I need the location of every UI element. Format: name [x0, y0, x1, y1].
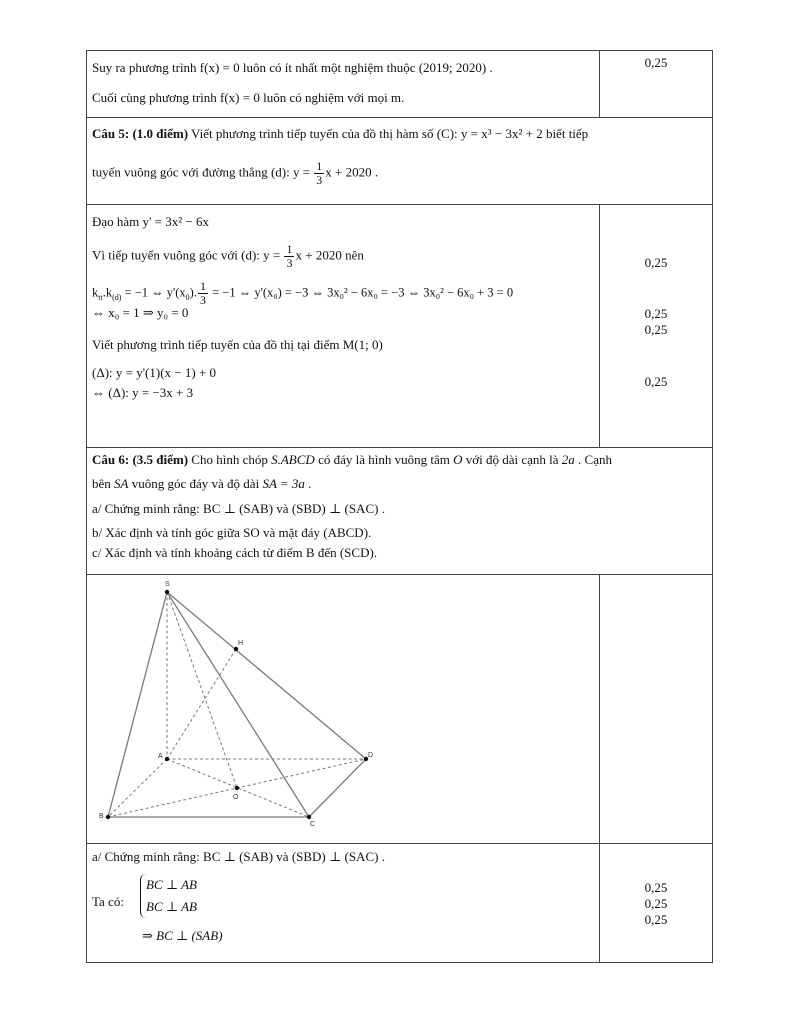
label-S: S	[165, 581, 170, 588]
label-O: O	[233, 794, 239, 801]
score: 0,25	[644, 912, 668, 927]
cau6-question-c: c/ Xác định và tính khoảng cách từ điểm B đến (SCD).	[92, 545, 378, 560]
point-C	[307, 815, 311, 819]
edge-CD	[309, 759, 366, 817]
point-O	[235, 786, 239, 790]
sol-line-3: $k_{tt}.k_{(d)} = -1$ ⇔ $y'(x_0)$. $\frac{1}{3}$ = −1 ⇔ y'(x₀) = −3 ⇔ 3x₀² − 6x₀ = −3 ⇔ 3x₀² − 6x₀ + 3 = 0	[92, 279, 514, 307]
point-S	[165, 590, 169, 594]
cau6-line-2: bên SA vuông góc đáy và độ dài SA = 3a .	[92, 476, 312, 491]
answer-table	[86, 50, 713, 963]
sol-line-7: ⇔ (Δ): y = −3x + 3	[92, 385, 194, 400]
point-H	[234, 647, 238, 651]
fraction: $\frac{1}{3}$	[316, 159, 323, 187]
sol-line-2: Vì tiếp tuyến vuông góc với (d): y = $\frac{1}{3}$ x + 2020 nên	[92, 242, 364, 270]
cau5-title: Câu 5: (1.0 điểm)	[92, 126, 189, 141]
score: 0,25	[644, 374, 668, 389]
label-B: B	[99, 813, 104, 820]
edge-SB	[108, 592, 167, 817]
label-A: A	[158, 753, 163, 760]
label-C: C	[310, 821, 316, 828]
row-figure	[87, 575, 713, 844]
cau6-title: Câu 6: (3.5 điểm)	[92, 452, 189, 467]
cau6-question-a: a/ Chứng minh rằng: BC ⊥ (SAB) và (SBD) ⊥ (SAC) .	[92, 501, 385, 516]
edge-SC	[167, 592, 309, 817]
cau6-question-b: b/ Xác định và tính góc giữa SO và mặt đáy (ABCD).	[92, 525, 372, 540]
edge-AB	[108, 759, 167, 817]
label-D: D	[368, 752, 374, 759]
fraction: $\frac{1}{3}$	[286, 242, 293, 270]
cau5-line-1	[92, 126, 712, 142]
system-brace: BC ⊥ AB BC ⊥ AB	[140, 874, 197, 918]
answer-sheet	[86, 50, 706, 963]
point-B	[106, 815, 110, 819]
score: 0,25	[644, 896, 668, 911]
row-cau5-solution	[87, 205, 713, 448]
score: 0,25	[644, 880, 668, 895]
fraction: $\frac{1}{3}$	[199, 279, 206, 307]
sol-line-6: (Δ): y = y'(1)(x − 1) + 0	[92, 365, 217, 380]
label-H: H	[238, 640, 244, 647]
score: 0,25	[644, 55, 668, 70]
cau6a-conclusion: ⇒ BC ⊥ (SAB)	[142, 928, 223, 943]
conclusion-line-1: Suy ra phương trình f(x) = 0 luôn có ít nhất một nghiệm thuộc (2019; 2020) .	[92, 60, 493, 75]
conclusion-line-2: Cuối cùng phương trình f(x) = 0 luôn có nghiệm với mọi m.	[92, 90, 405, 105]
sol-line-4: ⇔ x₀ = 1 ⇒ y₀ = 0	[92, 305, 189, 320]
cau5-line-2: tuyến vuông góc với đường thẳng (d): y = $\frac{1}{3}$ x + 2020 .	[92, 159, 379, 187]
score: 0,25	[644, 255, 668, 270]
point-A	[165, 757, 169, 761]
cau6-line-1: Câu 6: (3.5 điểm) Cho hình chóp S.ABCD có đáy là hình vuông tâm O với độ dài cạnh là 2a . Cạnh	[92, 452, 612, 467]
row-cau6-question	[87, 448, 713, 575]
taco-label: Ta có:	[92, 894, 124, 909]
cau6a-heading: a/ Chứng minh rằng: BC ⊥ (SAB) và (SBD) ⊥ (SAC) .	[92, 849, 385, 864]
row-conclusion	[87, 51, 713, 118]
row-cau6a-solution	[87, 844, 713, 963]
seg-AH	[167, 649, 236, 759]
sol-line-1: Đạo hàm y' = 3x² − 6x	[92, 214, 209, 229]
score: 0,25	[644, 306, 668, 321]
cau5-text-1: Viết phương trình tiếp tuyến của đồ thị hàm số (C): y = x³ − 3x² + 2 biết tiếp	[188, 126, 589, 141]
pyramid-figure	[87, 575, 594, 839]
score: 0,25	[644, 322, 668, 337]
sol-line-5: Viết phương trình tiếp tuyến của đồ thị tại điểm M(1; 0)	[92, 337, 383, 352]
row-cau5-question	[87, 118, 713, 205]
cau6a-system	[92, 874, 599, 924]
